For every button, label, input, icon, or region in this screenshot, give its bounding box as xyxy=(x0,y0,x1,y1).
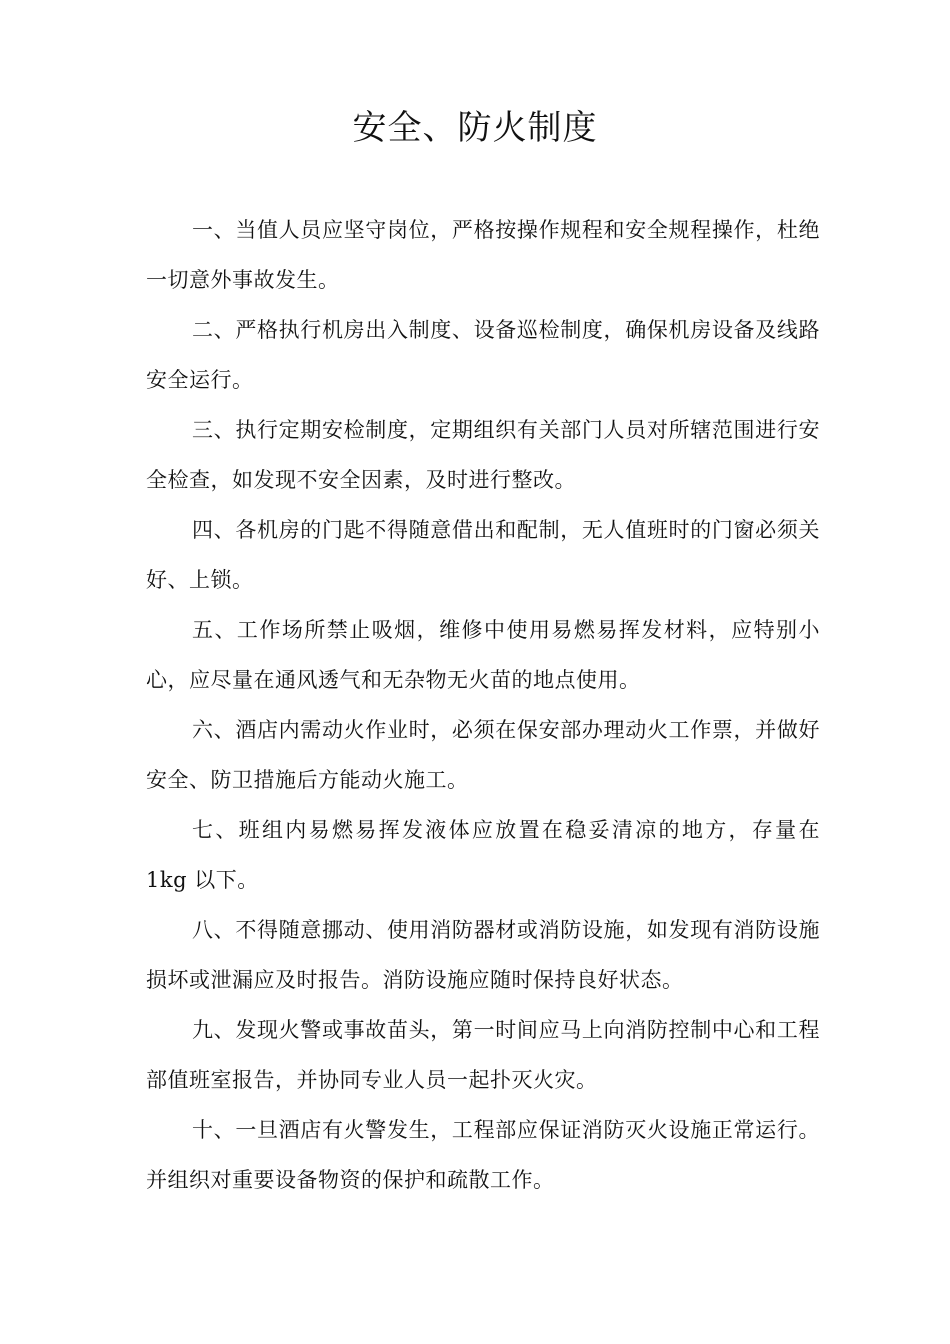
rule-item-5: 五、工作场所禁止吸烟，维修中使用易燃易挥发材料，应特别小心，应尽量在通风透气和无杂物无火苗的地点使用。 xyxy=(146,618,820,692)
document-title: 安全、防火制度 xyxy=(352,108,598,148)
rule-item-10: 十、一旦酒店有火警发生，工程部应保证消防灭火设施正常运行。并组织对重要设备物资的保护和疏散工作。 xyxy=(146,1118,820,1192)
rule-item-9: 九、发现火警或事故苗头，第一时间应马上向消防控制中心和工程部值班室报告，并协同专业人员一起扑灭火灾。 xyxy=(146,1018,820,1092)
rule-item-4: 四、各机房的门匙不得随意借出和配制，无人值班时的门窗必须关好、上锁。 xyxy=(146,518,820,592)
rule-item-6: 六、酒店内需动火作业时，必须在保安部办理动火工作票，并做好安全、防卫措施后方能动火施工。 xyxy=(146,718,820,792)
rule-item-2: 二、严格执行机房出入制度、设备巡检制度，确保机房设备及线路安全运行。 xyxy=(146,318,820,392)
rule-item-7: 七、班组内易燃易挥发液体应放置在稳妥清凉的地方，存量在 1kg 以下。 xyxy=(146,818,820,892)
rule-item-8: 八、不得随意挪动、使用消防器材或消防设施，如发现有消防设施损坏或泄漏应及时报告。消防设施应随时保持良好状态。 xyxy=(146,918,820,992)
rule-item-3: 三、执行定期安检制度，定期组织有关部门人员对所辖范围进行安全检查，如发现不安全因素，及时进行整改。 xyxy=(146,418,820,492)
rule-item-1: 一、当值人员应坚守岗位，严格按操作规程和安全规程操作，杜绝一切意外事故发生。 xyxy=(146,218,820,292)
rules-list xyxy=(146,205,820,1205)
